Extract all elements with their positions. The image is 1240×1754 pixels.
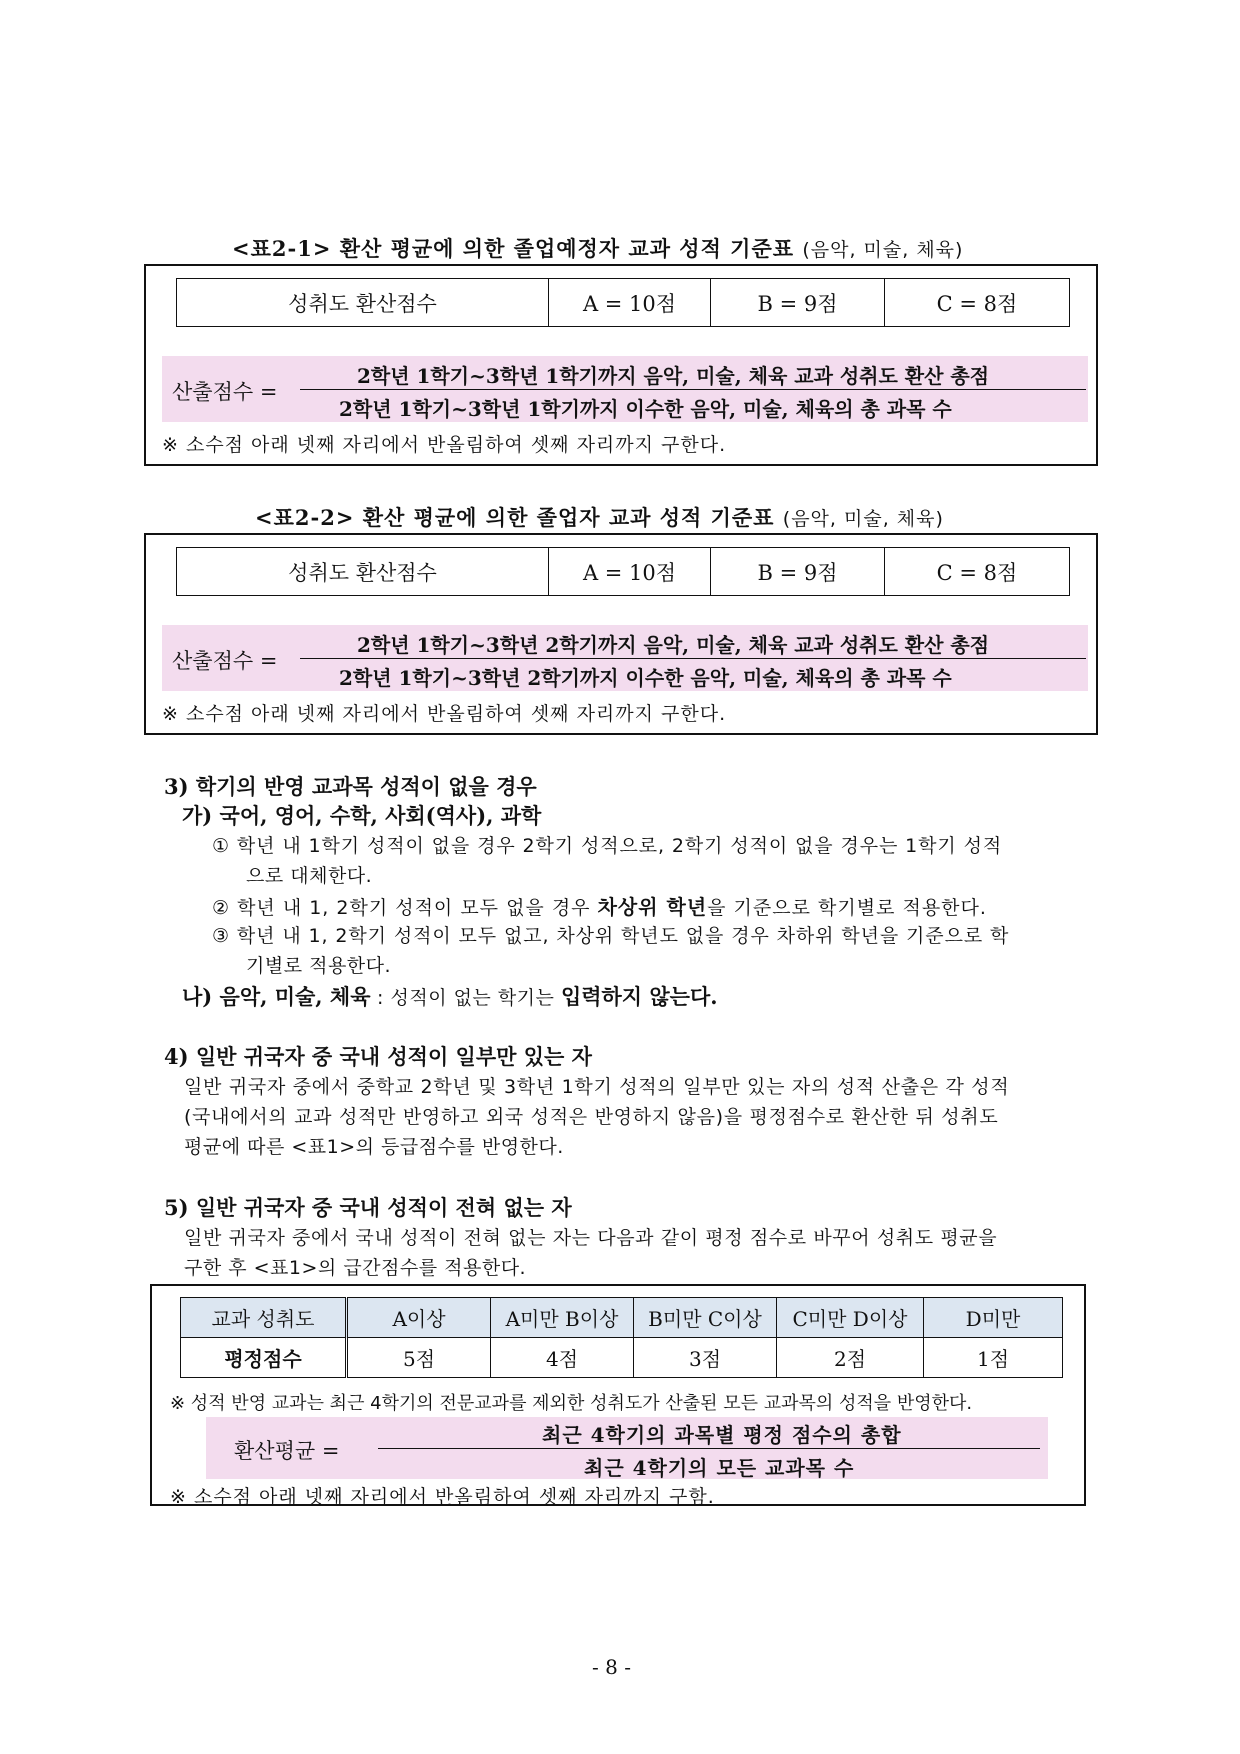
table2-formula (162, 625, 1088, 691)
section4-line2: (국내에서의 교과 성적만 반영하고 외국 성적은 반영하지 않음)을 평정점수로 환산한 뒤 성취도 (184, 1106, 999, 1128)
table1-caption: <표2-1> 환산 평균에 의한 졸업예정자 교과 성적 기준표 (음악, 미술, 체육) (232, 236, 964, 261)
formula-denominator: 2학년 1학기~3학년 2학기까지 이수한 음악, 미술, 체육의 총 과목 수 (339, 666, 952, 690)
grade-c: C = 8점 (885, 279, 1070, 327)
score-3: 3점 (634, 1338, 777, 1378)
table2-note: ※ 소수점 아래 넷째 자리에서 반올림하여 셋째 자리까지 구한다. (162, 703, 727, 725)
formula-numerator: 2학년 1학기~3학년 2학기까지 음악, 미술, 체육 교과 성취도 환산 총점 (357, 633, 990, 657)
score-5: 5점 (347, 1338, 491, 1378)
section5-line1: 일반 귀국자 중에서 국내 성적이 전혀 없는 자는 다음과 같이 평정 점수로 바꾸어 성취도 평균을 (184, 1227, 998, 1249)
formula-numerator: 최근 4학기의 과목별 평정 점수의 총합 (542, 1423, 902, 1447)
header-a-above: A이상 (347, 1298, 491, 1338)
section3-na: 나) 음악, 미술, 체육 : 성적이 없는 학기는 입력하지 않는다. (182, 984, 718, 1009)
formula-denominator: 2학년 1학기~3학년 1학기까지 이수한 음악, 미술, 체육의 총 과목 수 (339, 397, 952, 421)
table1-grade-table (176, 278, 1070, 327)
grade-b: B = 9점 (711, 548, 885, 596)
section4-line3: 평균에 따른 <표1>의 등급점수를 반영한다. (184, 1136, 564, 1158)
score-4: 4점 (491, 1338, 634, 1378)
section3-item2: ② 학년 내 1, 2학기 성적이 모두 없을 경우 차상위 학년을 기준으로 학기별로 적용한다. (212, 895, 987, 919)
section3-heading: 3) 학기의 반영 교과목 성적이 없을 경우 (164, 774, 537, 799)
score-1: 1점 (924, 1338, 1063, 1378)
section3-item3-line2: 기별로 적용한다. (246, 955, 392, 977)
table3-box (150, 1284, 1086, 1506)
table2-caption: <표2-2> 환산 평균에 의한 졸업자 교과 성적 기준표 (음악, 미술, 체육) (255, 505, 944, 530)
header-c-d: C미만 D이상 (777, 1298, 924, 1338)
conversion-table (180, 1297, 1063, 1378)
formula-denominator: 최근 4학기의 모든 교과목 수 (584, 1456, 855, 1480)
grade-label: 성취도 환산점수 (177, 548, 549, 596)
header-b-c: B미만 C이상 (634, 1298, 777, 1338)
table3-formula (206, 1417, 1048, 1479)
section5-heading: 5) 일반 귀국자 중 국내 성적이 전혀 없는 자 (164, 1195, 572, 1220)
section4-line1: 일반 귀국자 중에서 중학교 2학년 및 3학년 1학기 성적의 일부만 있는 자의 성적 산출은 각 성적 (184, 1076, 1010, 1098)
grade-b: B = 9점 (711, 279, 885, 327)
header-a-b: A미만 B이상 (491, 1298, 634, 1338)
formula-label: 환산평균 = (234, 1439, 340, 1463)
fraction-line (300, 658, 1086, 659)
section5-line2: 구한 후 <표1>의 급간점수를 적용한다. (184, 1257, 527, 1279)
section3-item3-line1: ③ 학년 내 1, 2학기 성적이 모두 없고, 차상위 학년도 없을 경우 차하위 학년을 기준으로 학 (212, 925, 1010, 947)
grade-a: A = 10점 (549, 548, 711, 596)
table1-box (144, 264, 1098, 466)
formula-label: 산출점수 = (172, 380, 278, 404)
formula-numerator: 2학년 1학기~3학년 1학기까지 음악, 미술, 체육 교과 성취도 환산 총점 (357, 364, 990, 388)
page-number: - 8 - (592, 1655, 631, 1679)
table1-formula (162, 356, 1088, 422)
table2-grade-table (176, 547, 1070, 596)
grade-a: A = 10점 (549, 279, 711, 327)
header-d-below: D미만 (924, 1298, 1063, 1338)
table3-note2: ※ 소수점 아래 넷째 자리에서 반올림하여 셋째 자리까지 구함. (170, 1486, 715, 1508)
grade-label: 성취도 환산점수 (177, 279, 549, 327)
header-achievement: 교과 성취도 (181, 1298, 347, 1338)
section3-item1-line2: 으로 대체한다. (246, 865, 373, 887)
section3-item1-line1: ① 학년 내 1학기 성적이 없을 경우 2학기 성적으로, 2학기 성적이 없을 경우는 1학기 성적 (212, 835, 1003, 857)
grade-c: C = 8점 (885, 548, 1070, 596)
table1-note: ※ 소수점 아래 넷째 자리에서 반올림하여 셋째 자리까지 구한다. (162, 434, 727, 456)
score-2: 2점 (777, 1338, 924, 1378)
section3-ga: 가) 국어, 영어, 수학, 사회(역사), 과학 (182, 803, 542, 828)
row-label: 평정점수 (181, 1338, 347, 1378)
formula-label: 산출점수 = (172, 649, 278, 673)
fraction-line (300, 389, 1086, 390)
table3-note1: ※ 성적 반영 교과는 최근 4학기의 전문교과를 제외한 성취도가 산출된 모든 교과목의 성적을 반영한다. (170, 1393, 973, 1414)
section4-heading: 4) 일반 귀국자 중 국내 성적이 일부만 있는 자 (164, 1044, 592, 1069)
table2-box (144, 533, 1098, 735)
fraction-line (378, 1448, 1040, 1449)
